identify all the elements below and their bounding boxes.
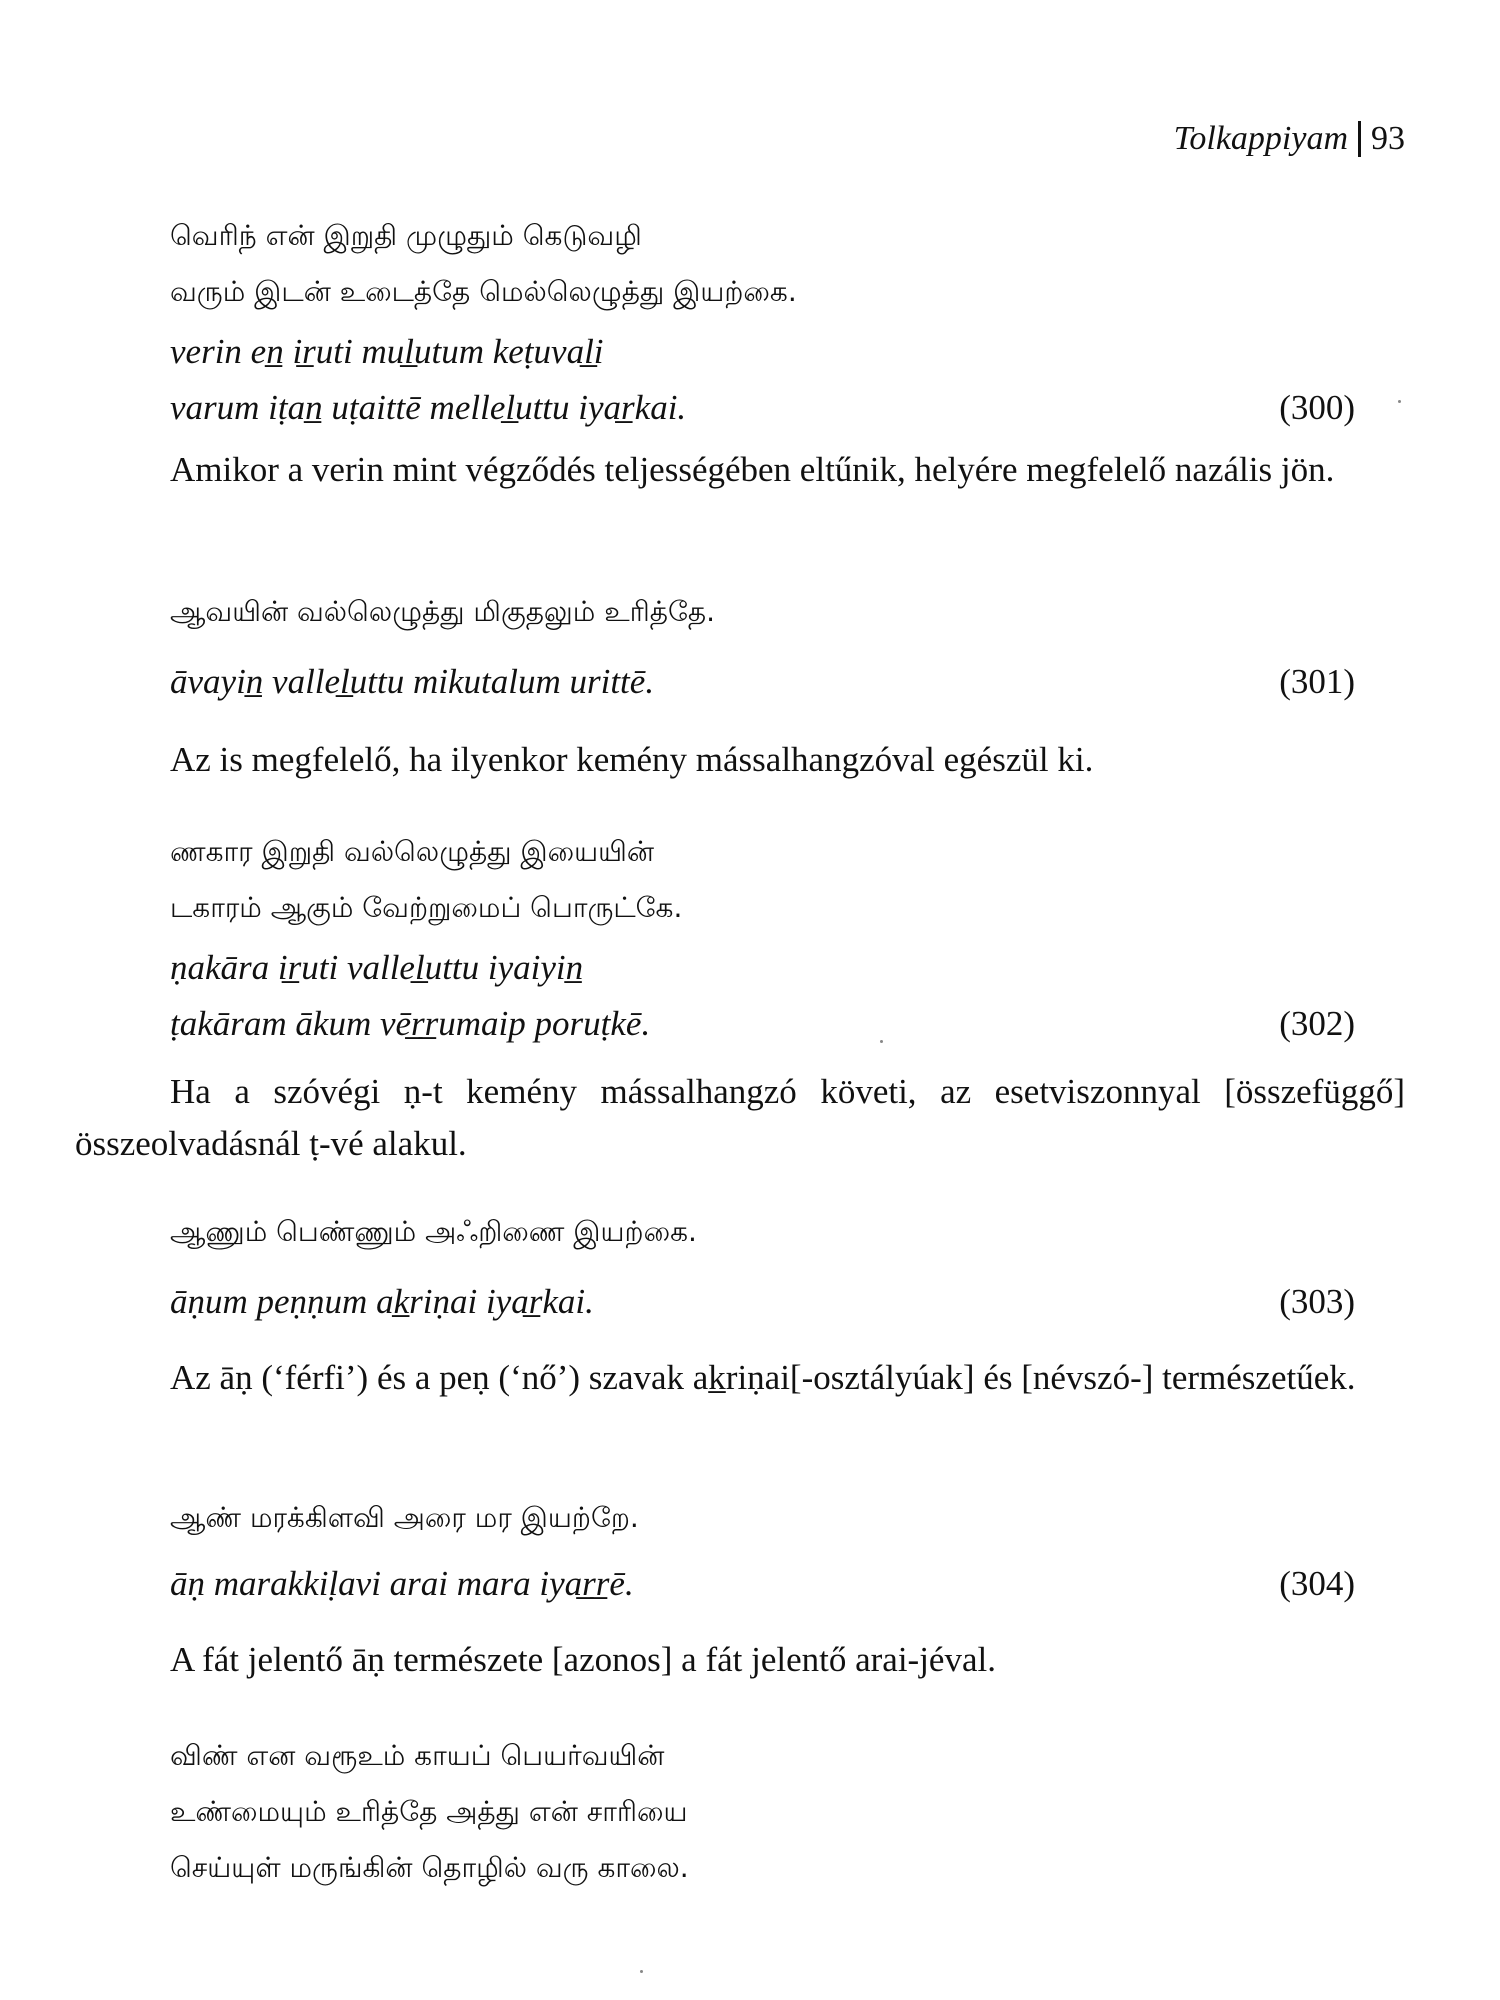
tamil-line: வரும் இடன் உடைத்தே மெல்லெழுத்து இயற்கை.: [170, 275, 797, 308]
translation-302: Ha a szóvégi ṇ-t kemény mássalhangzó követi, az esetviszonnyal [összefüggő] összeolvadásnál ṭ-vé alakul.: [75, 1072, 1405, 1163]
translation-304: A fát jelentő āṇ természete [azonos] a fát jelentő arai-jéval.: [170, 1640, 996, 1679]
tamil-line: வெரிந் என் இறுதி முழுதும் கெடுவழி: [170, 219, 642, 252]
tamil-line: ணகார இறுதி வல்லெழுத்து இயையின்: [170, 835, 655, 868]
translit-line: ṇakāra ir̲uti vallel̲uttu iyaiyin̲: [170, 948, 584, 987]
verse-number: (304): [1279, 1564, 1355, 1603]
tamil-verse-300: [170, 208, 1405, 320]
transliteration-303: [170, 1274, 1405, 1330]
scan-speck: [880, 1040, 883, 1043]
tamil-line: டகாரம் ஆகும் வேற்றுமைப் பொருட்கே.: [170, 891, 683, 924]
translit-line: verin en̲ ir̲uti mul̲utum keṭuval̲i: [170, 332, 604, 371]
verse-number: (303): [1279, 1282, 1355, 1321]
tamil-verse-305: [170, 1728, 1405, 1896]
tamil-line: விண் என வரூஉம் காயப் பெயர்வயின்: [170, 1739, 665, 1772]
tamil-line: உண்மையும் உரித்தே அத்து என் சாரியை: [170, 1795, 688, 1828]
translit-line: āṇ marakkiḷavi arai mara iyar̲r̲ē.: [170, 1564, 634, 1603]
translit-line: varum iṭan̲ uṭaittē mellel̲uttu iyar̲kai.: [170, 388, 687, 427]
translit-line: āṇum peṇṇum ak̲riṇai iyar̲kai.: [170, 1282, 594, 1321]
verse-number: (301): [1279, 662, 1355, 701]
tamil-verse-301: [170, 584, 1405, 640]
transliteration-304: [170, 1556, 1405, 1612]
running-header: [1174, 120, 1405, 158]
translation-303: Az āṇ (‘férfi’) és a peṇ (‘nő’) szavak ak̲riṇai[-osztályúak] és [névszó-] természetűek.: [170, 1358, 1356, 1397]
translit-line: āvayin̲ vallel̲uttu mikutalum urittē.: [170, 662, 655, 701]
transliteration-300: [170, 324, 1405, 436]
tamil-verse-302: [170, 824, 1405, 936]
tamil-line: செய்யுள் மருங்கின் தொழில் வரு காலை.: [170, 1851, 689, 1884]
verse-number: (302): [1279, 1004, 1355, 1043]
page-number: 93: [1371, 120, 1405, 157]
tamil-line: ஆண் மரக்கிளவி அரை மர இயற்றே.: [170, 1501, 639, 1534]
tamil-verse-304: [170, 1490, 1405, 1546]
tamil-line: ஆணும் பெண்ணும் அஃறிணை இயற்கை.: [170, 1215, 697, 1248]
translation-300: Amikor a verin mint végződés teljességében eltűnik, helyére megfelelő nazális jön.: [170, 450, 1335, 489]
scan-speck: [1398, 400, 1401, 403]
transliteration-302: [170, 940, 1405, 1052]
transliteration-301: [170, 654, 1405, 710]
translation-301: Az is megfelelő, ha ilyenkor kemény mássalhangzóval egészül ki.: [170, 740, 1094, 779]
translit-line: ṭakāram ākum vēr̲r̲umaip poruṭkē.: [170, 1004, 651, 1043]
header-divider: [1358, 121, 1361, 157]
verse-number: (300): [1279, 388, 1355, 427]
tamil-verse-303: [170, 1204, 1405, 1260]
tamil-line: ஆவயின் வல்லெழுத்து மிகுதலும் உரித்தே.: [170, 595, 716, 628]
scan-speck: [640, 1970, 643, 1973]
book-title: Tolkappiyam: [1173, 120, 1348, 157]
